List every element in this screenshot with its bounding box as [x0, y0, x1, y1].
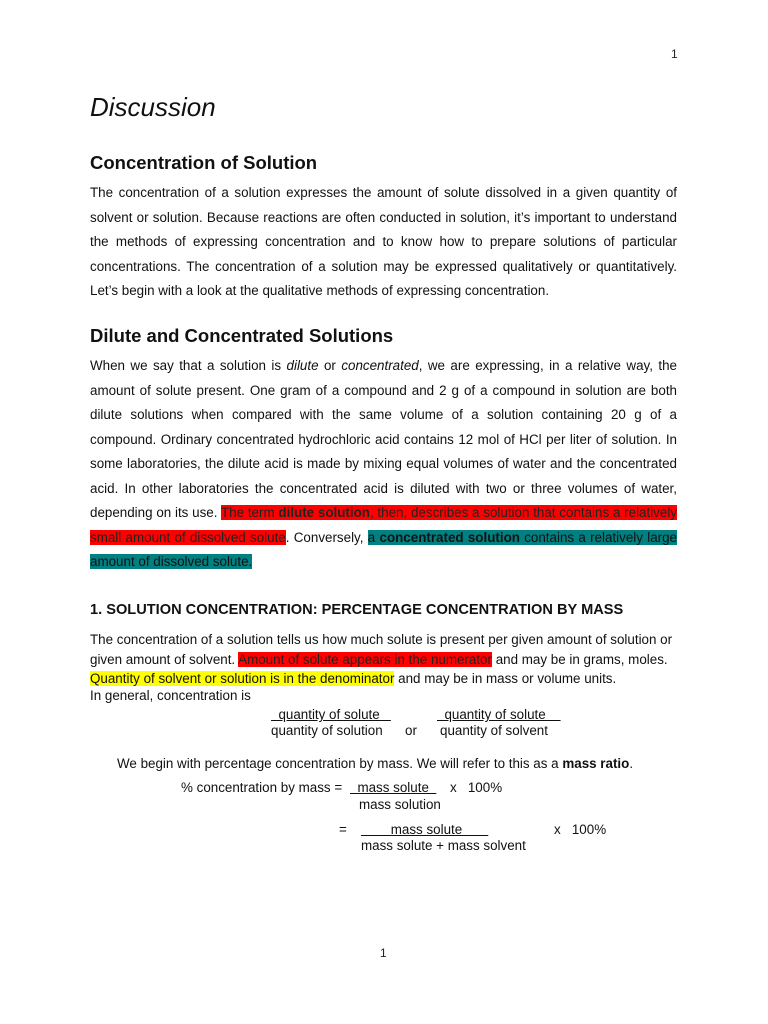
numerator-highlight: Amount of solute appears in the numerator — [238, 651, 492, 667]
concentrated-definition-highlight: a concentrated solution contains a relatively large amount of dissolved solute. — [90, 529, 677, 569]
general-concentration-text: In general, concentration is — [90, 688, 251, 703]
or-text: or — [405, 723, 417, 738]
equation1-multiplier: x 100% — [450, 780, 503, 795]
section-heading-percentage-mass: 1. SOLUTION CONCENTRATION: PERCENTAGE CONCENTRATION BY MASS — [90, 602, 624, 618]
fraction1-numerator: quantity of solute — [271, 707, 391, 722]
equation1-numerator: mass solute — [350, 780, 437, 795]
dilute-definition-highlight: The term dilute solution, then, describes a solution that contains a relatively small amount of dissolved solute — [90, 505, 677, 545]
equation1-label: % concentration by mass = — [181, 780, 346, 795]
section-paragraph-dilute-concentrated: When we say that a solution is dilute or concentrated, we are expressing, in a relative way, the amount of solute present. One gram of a compound and 2 g of a compound in solution are both dilute solutions when compared with the same volume of a solution containing 20 g of a compound. Ordinary concentrated hydrochloric acid contains 12 mol of HCl per liter of solution. In some laboratories, the dilute acid is made by mixing equal volumes of water and the concentrated acid. In other laboratories the concentrated acid is diluted with two or three volumes of water, depending on its use. The term dilute solution, then, describes a solution that contains a relatively small amount of dissolved solute. Conversely, a concentrated solution contains a relatively large amount of dissolved solute. — [90, 358, 677, 569]
equation1-denominator: mass solution — [359, 797, 441, 812]
equation2-equals: = — [339, 822, 347, 837]
section-heading-dilute-concentrated: Dilute and Concentrated Solutions — [90, 325, 394, 346]
equation2-numerator: mass solute — [361, 822, 489, 837]
fraction1-denominator: quantity of solution — [271, 723, 383, 738]
section-paragraph-percentage-mass: The concentration of a solution tells us how much solute is present per given amount of solution or given amount of solvent. Amount of solute appears in the numerator and may be in grams, moles. Quantity of solvent or solution is in the denominator and may be in mass or volume units. — [90, 632, 673, 686]
section-heading-concentration: Concentration of Solution — [90, 152, 318, 173]
footer-page-number: 1 — [380, 946, 387, 960]
header-page-number: 1 — [671, 47, 678, 61]
mass-ratio-text: We begin with percentage concentration by mass. We will refer to this as a mass ratio. — [117, 756, 634, 771]
denominator-highlight: Quantity of solvent or solution is in the denominator — [90, 671, 395, 686]
dilute-term: dilute — [286, 358, 319, 373]
concentrated-term: concentrated — [341, 358, 419, 373]
fraction2-numerator: quantity of solute — [437, 707, 561, 722]
equation2-denominator: mass solute + mass solvent — [361, 838, 526, 853]
section-paragraph-concentration: The concentration of a solution expresses the amount of solute dissolved in a given quantity of solvent or solution. Because reactions are often conducted in solution, it’s important to understand the methods of expressing concentration and to know how to prepare solutions of particular concentrations. The concentration of a solution may be expressed qualitatively or quantitatively. Let’s begin with a look at the qualitative methods of expressing concentration. — [90, 185, 677, 298]
page-title: Discussion — [90, 92, 216, 122]
fraction2-denominator: quantity of solvent — [440, 723, 548, 738]
equation2-multiplier: x 100% — [554, 822, 607, 837]
